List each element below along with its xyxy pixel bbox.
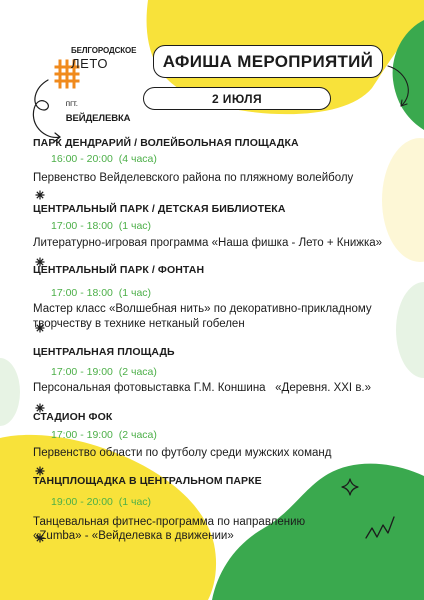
pale-green-blob-left xyxy=(0,358,20,426)
event-time: 17:00 - 18:00 (1 час) xyxy=(51,287,152,299)
event-venue: ПАРК ДЕНДРАРИЙ / ВОЛЕЙБОЛЬНАЯ ПЛОЩАДКА xyxy=(33,137,299,149)
event-time: 19:00 - 20:00 (1 час) xyxy=(51,496,152,508)
event-venue: ЦЕНТРАЛЬНЫЙ ПАРК / ФОНТАН xyxy=(33,264,205,276)
asterisk-icon xyxy=(35,221,45,231)
curly-arrow-icon xyxy=(6,58,48,126)
event-venue: СТАДИОН ФОК xyxy=(33,411,113,423)
event-description: Танцевальная фитнес-программа по направлению xyxy=(33,516,306,528)
event-time: 17:00 - 19:00 (2 часа) xyxy=(51,429,157,441)
pale-green-blob-right xyxy=(396,282,424,378)
event-time: 17:00 - 18:00 (1 час) xyxy=(51,220,152,232)
event-time: 16:00 - 20:00 (4 часа) xyxy=(51,153,157,165)
pale-yellow-blob-right xyxy=(382,138,424,262)
locality-name: ВЕЙДЕЛЕВКА xyxy=(65,113,131,124)
event-description: Литературно-игровая программа «Наша фишка - Лето + Книжка» xyxy=(33,237,383,249)
event-description: «Zumba» - «Вейделевка в движении» xyxy=(33,530,234,542)
logo-name-line1: БЕЛГОРОДСКОЕ xyxy=(71,46,137,55)
asterisk-icon xyxy=(35,430,45,440)
poster-title: АФИША МЕРОПРИЯТИЙ xyxy=(162,51,374,71)
asterisk-icon xyxy=(35,287,45,297)
event-description: Мастер класс «Волшебная нить» по декоративно-прикладному xyxy=(33,303,372,315)
poster-title-box xyxy=(153,45,383,78)
asterisk-icon xyxy=(35,497,45,507)
event-time: 17:00 - 19:00 (2 часа) xyxy=(51,366,157,378)
asterisk-icon xyxy=(35,367,45,377)
locality-prefix: пгт. xyxy=(65,99,79,108)
event-description: Первенство области по футболу среди мужских команд xyxy=(33,447,332,459)
event-description: творчеству в технике нетканый гобелен xyxy=(33,318,245,330)
event-venue: ЦЕНТРАЛЬНАЯ ПЛОЩАДЬ xyxy=(33,346,175,358)
date-box xyxy=(143,87,331,110)
event-venue: ТАНЦПЛОЩАДКА В ЦЕНТРАЛЬНОМ ПАРКЕ xyxy=(33,475,262,487)
event-description: Персональная фотовыставка Г.М. Коншина «Деревня. XXI в.» xyxy=(33,382,372,394)
event-date: 2 ИЮЛЯ xyxy=(212,91,262,106)
logo-name-line2: ЛЕТО xyxy=(71,56,109,71)
event-description: Первенство Вейделевского района по пляжному волейболу xyxy=(33,172,354,184)
event-venue: ЦЕНТРАЛЬНЫЙ ПАРК / ДЕТСКАЯ БИБЛИОТЕКА xyxy=(33,203,286,215)
asterisk-icon xyxy=(35,154,45,164)
